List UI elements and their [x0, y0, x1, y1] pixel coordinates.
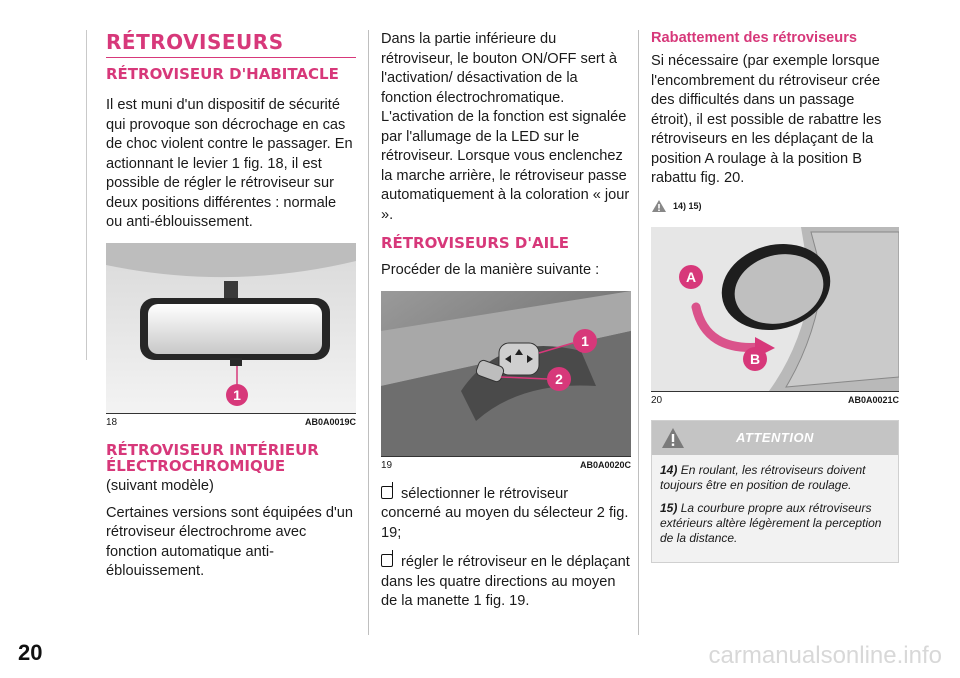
figure-19: [381, 291, 631, 457]
figure-code: AB0A0019C: [304, 416, 356, 427]
page-number: 20: [18, 640, 43, 665]
heading-folding: Rabattement des rétroviseurs: [651, 30, 858, 46]
attention-body: [652, 455, 898, 562]
checkbox-bullet-icon: [381, 486, 393, 499]
figure-number: 19: [381, 459, 393, 471]
paragraph-interior-mirror: Il est muni d'un dispositif de sécurité qui provoque son décrochage en cas de choc violent contre le passager. En actionnant le levier 1 fig. 18, il est possible de régler le rétroviseur sur deux positions différentes : normale ou anti-éblouissement.: [106, 97, 353, 230]
figure-18: [106, 243, 356, 414]
heading-interior-mirror: RÉTROVISEUR D'HABITACLE: [106, 65, 339, 83]
bullet-text: régler le rétroviseur en le déplaçant dans les quatre directions au moyen de la manette 1 fig. 19.: [381, 554, 630, 609]
column-1: [106, 30, 356, 592]
side-divider: [86, 30, 87, 360]
mirror-folding-illustration: [651, 227, 899, 391]
checkbox-bullet-icon: [381, 554, 393, 567]
model-note: (suivant modèle): [106, 477, 214, 494]
paragraph-folding: Si nécessaire (par exemple lorsque l'encombrement du rétroviseur crée des difficultés dans un passage étroit), il est possible de rabattre les rétroviseurs en les déplaçant de la position A roulage à la position B rabattu fig. 20.: [651, 53, 882, 186]
paragraph-onoff: Dans la partie inférieure du rétroviseur, le bouton ON/OFF sert à l'activation/ désactivation de la fonction électrochromatique. L'activation de la fonction est signalée par l'allumage de la LED sur le rétroviseur. Lorsque vous enclenchez la marche arrière, le rétroviseur passe automatiquement à la coloration « jour ».: [381, 31, 630, 223]
figure-number: 18: [106, 416, 118, 428]
bullet-text: sélectionner le rétroviseur concerné au moyen du sélecteur 2 fig. 19;: [381, 485, 629, 541]
bullet-adjust-mirror: [381, 553, 631, 612]
rearview-mirror-illustration: [106, 243, 356, 413]
heading-wing-mirrors: RÉTROVISEURS D'AILE: [381, 234, 569, 252]
attention-number: 14): [660, 462, 678, 477]
figure-20-caption: [651, 395, 899, 406]
watermark: carmanualsonline.info: [708, 642, 942, 669]
paragraph-procedure: Procéder de la manière suivante :: [381, 262, 600, 278]
warning-reference-text: 14) 15): [673, 200, 702, 211]
attention-text: En roulant, les rétroviseurs doivent toujours être en position de roulage.: [660, 462, 866, 492]
attention-number: 15): [660, 500, 678, 515]
warning-reference: [651, 199, 899, 213]
figure-19-caption: [381, 460, 631, 471]
figure-code: AB0A0020C: [579, 459, 631, 470]
callout-1: 1: [581, 332, 589, 349]
warning-triangle-icon: [651, 199, 667, 213]
figure-code: AB0A0021C: [847, 394, 899, 405]
column-rule-2: [638, 30, 639, 635]
column-3: [651, 30, 899, 563]
figure-18-caption: [106, 417, 356, 428]
attention-text: La courbure propre aux rétroviseurs extérieurs altère légèrement la perception de la distance.: [660, 500, 882, 545]
figure-20: [651, 227, 899, 392]
paragraph-electrochromic: Certaines versions sont équipées d'un rétroviseur électrochrome avec fonction automatique anti-éblouissement.: [106, 504, 353, 579]
attention-header: [652, 421, 898, 455]
figure-number: 20: [651, 394, 663, 406]
attention-item-15: [660, 501, 890, 546]
bullet-select-mirror: [381, 485, 631, 544]
callout-b: B: [749, 350, 761, 367]
attention-title: ATTENTION: [736, 430, 814, 445]
column-rule-1: [368, 30, 369, 635]
warning-triangle-icon: [660, 426, 686, 450]
page-title: RÉTROVISEURS: [106, 30, 356, 58]
callout-2: 2: [555, 370, 563, 387]
attention-box: [651, 420, 899, 563]
callout-a: A: [685, 268, 697, 285]
callout-1: 1: [233, 386, 241, 403]
mirror-control-illustration: [381, 291, 631, 456]
column-2: [381, 30, 631, 622]
attention-item-14: [660, 463, 890, 493]
heading-electrochromic: RÉTROVISEUR INTÉRIEUR ÉLECTROCHROMIQUE: [106, 440, 319, 475]
